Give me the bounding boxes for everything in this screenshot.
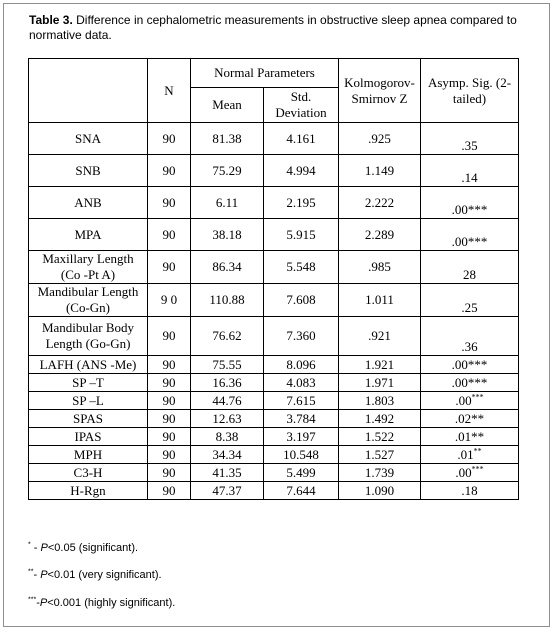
footnote-p: P [40,569,48,581]
cell-sd: 5.915 [264,219,339,251]
table-row [29,392,519,410]
sig-value: 28 [463,267,476,282]
header-parameter [29,59,148,123]
cell-parameter: C3-H [29,464,148,482]
cell-n: 90 [148,155,191,187]
sig-value: .00*** [451,356,488,372]
cell-sd: 3.197 [264,428,339,446]
cell-asymp-sig [421,428,519,446]
sig-value: .25 [461,300,478,315]
cell-mean: 38.18 [191,219,264,251]
cephalometric-table [28,58,519,500]
cell-mean: 76.62 [191,317,264,356]
cell-sd: 5.548 [264,251,339,284]
sig-value: .02** [454,410,485,426]
cell-sd: 4.994 [264,155,339,187]
cell-mean: 34.34 [191,446,264,464]
sig-value: .01 [457,446,474,462]
cell-ks-z: 1.522 [339,428,421,446]
cell-ks-z: 1.971 [339,374,421,392]
cell-mean: 86.34 [191,251,264,284]
table-row [29,464,519,482]
cell-parameter: SPAS [29,410,148,428]
cell-sd: 7.644 [264,482,339,500]
cell-n: 90 [148,392,191,410]
header-mean: Mean [191,88,264,123]
table-row [29,155,519,187]
cell-asymp-sig [421,284,519,317]
table-row [29,428,519,446]
cell-asymp-sig [421,219,519,251]
cell-n: 90 [148,482,191,500]
cell-n: 90 [148,219,191,251]
sig-value: .14 [461,170,478,185]
footnote-mark: ** [28,568,34,576]
cell-asymp-sig [421,464,519,482]
header-normal-parameters: Normal Parameters [191,59,339,88]
cell-parameter: SP –L [29,392,148,410]
sig-value: .00*** [451,374,488,390]
cell-parameter: ANB [29,187,148,219]
header-std-deviation: Std. Deviation [264,88,339,123]
cell-asymp-sig [421,446,519,464]
cell-parameter: SP –T [29,374,148,392]
sig-value: .01** [454,428,485,444]
footnote-p: P [39,597,48,609]
cell-mean: 8.38 [191,428,264,446]
cell-sd: 5.499 [264,464,339,482]
footnote-text: <0.05 (significant). [47,542,139,554]
cell-asymp-sig [421,251,519,284]
cell-n: 90 [148,410,191,428]
table-row [29,446,519,464]
cell-asymp-sig [421,317,519,356]
sig-value: .00 [455,464,472,480]
table-caption [29,13,529,43]
cell-asymp-sig [421,356,519,374]
sig-value: .00*** [451,202,488,217]
cell-parameter: MPH [29,446,148,464]
cell-n: 90 [148,446,191,464]
cell-n: 90 [148,464,191,482]
cell-n: 90 [148,187,191,219]
cell-n: 90 [148,317,191,356]
sig-value: .36 [461,339,478,354]
sig-value: .00 [455,392,472,408]
header-ks-z: Kolmogorov-Smirnov Z [339,59,421,123]
table-row [29,482,519,500]
cell-parameter: Mandibular Body Length (Go-Gn) [29,317,148,356]
cell-mean: 47.37 [191,482,264,500]
cell-mean: 81.38 [191,123,264,155]
cell-sd: 10.548 [264,446,339,464]
footnote [28,597,175,609]
cell-n: 90 [148,251,191,284]
cell-parameter: Mandibular Length (Co-Gn) [29,284,148,317]
table-row [29,374,519,392]
cell-sd: 3.784 [264,410,339,428]
cell-parameter: SNB [29,155,148,187]
cell-n: 90 [148,123,191,155]
table-row [29,356,519,374]
cell-ks-z: .985 [339,251,421,284]
sig-stars: ** [473,446,482,456]
table-row [29,187,519,219]
sig-stars: *** [471,464,484,474]
sig-stars: *** [471,392,484,402]
table-row [29,251,519,284]
cell-mean: 16.36 [191,374,264,392]
cell-ks-z: .921 [339,317,421,356]
cell-ks-z: 1.921 [339,356,421,374]
cell-asymp-sig [421,123,519,155]
cell-ks-z: 2.289 [339,219,421,251]
cell-ks-z: 2.222 [339,187,421,219]
cell-parameter: Maxillary Length (Co -Pt A) [29,251,148,284]
cell-n: 9 0 [148,284,191,317]
footnote-dash: - [30,542,41,554]
footnote [28,542,138,554]
cell-mean: 41.35 [191,464,264,482]
footnote-mark: * [28,541,31,549]
header-n: N [148,59,191,123]
cell-sd: 4.083 [264,374,339,392]
footnote-p: P [40,542,48,554]
cell-ks-z: 1.090 [339,482,421,500]
cell-mean: 12.63 [191,410,264,428]
cell-mean: 110.88 [191,284,264,317]
cell-ks-z: 1.527 [339,446,421,464]
cell-mean: 75.55 [191,356,264,374]
cell-sd: 7.608 [264,284,339,317]
cell-sd: 2.195 [264,187,339,219]
table-row [29,123,519,155]
footnote [28,569,162,581]
footnote-text: <0.01 (very significant). [47,569,162,581]
sig-value: .18 [461,482,478,498]
cell-sd: 4.161 [264,123,339,155]
sig-value: .35 [461,138,478,153]
cell-asymp-sig [421,187,519,219]
cell-sd: 7.615 [264,392,339,410]
cell-n: 90 [148,374,191,392]
table-row [29,219,519,251]
cell-asymp-sig [421,374,519,392]
cell-sd: 8.096 [264,356,339,374]
cell-asymp-sig [421,155,519,187]
cell-ks-z: 1.011 [339,284,421,317]
cell-ks-z: 1.803 [339,392,421,410]
footnote-dash: - [33,569,41,581]
cell-asymp-sig [421,410,519,428]
cell-parameter: MPA [29,219,148,251]
cell-asymp-sig [421,392,519,410]
cell-mean: 44.76 [191,392,264,410]
cell-ks-z: 1.149 [339,155,421,187]
footnote-mark: *** [28,596,37,604]
caption-label: Table 3. [29,13,73,27]
cell-sd: 7.360 [264,317,339,356]
cell-n: 90 [148,428,191,446]
cell-ks-z: 1.492 [339,410,421,428]
cell-ks-z: 1.739 [339,464,421,482]
cell-ks-z: .925 [339,123,421,155]
footnote-text: <0.001 (highly significant). [47,597,176,609]
table-row [29,317,519,356]
cell-n: 90 [148,356,191,374]
cell-parameter: H-Rgn [29,482,148,500]
cell-parameter: LAFH (ANS -Me) [29,356,148,374]
caption-text: Difference in cephalometric measurements in obstructive sleep apnea compared to normative data. [29,13,517,42]
table-row [29,410,519,428]
cell-mean: 75.29 [191,155,264,187]
header-asymp-sig: Asymp. Sig. (2-tailed) [421,59,519,123]
table-body [29,123,519,500]
sig-value: .00*** [451,234,488,249]
cell-parameter: IPAS [29,428,148,446]
footnote-dash: - [36,597,40,609]
cell-asymp-sig [421,482,519,500]
cell-parameter: SNA [29,123,148,155]
cell-mean: 6.11 [191,187,264,219]
table-row [29,284,519,317]
